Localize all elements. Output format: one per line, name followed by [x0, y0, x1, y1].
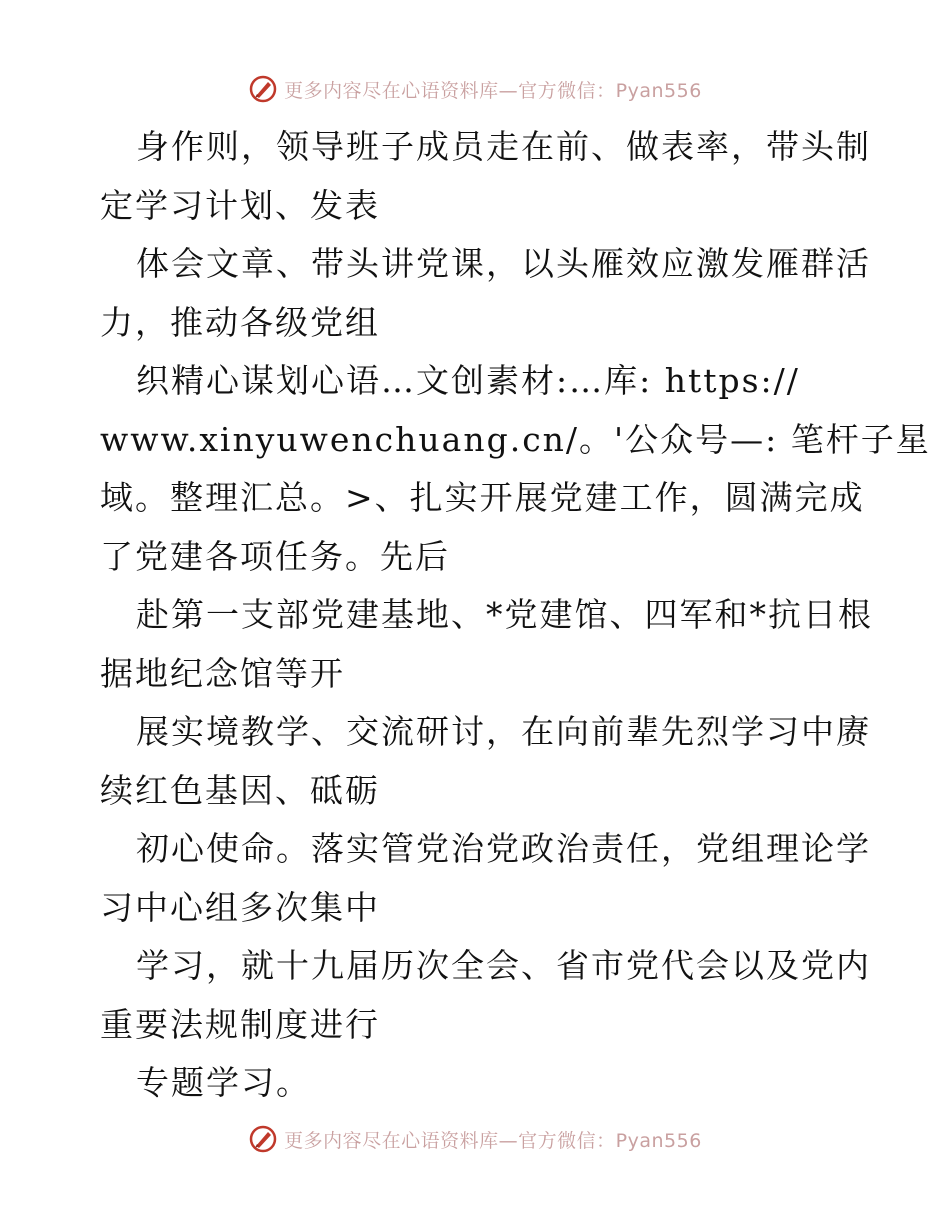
pen-logo-icon	[248, 1124, 278, 1154]
text-line: 赴第一支部党建基地、*党建馆、四军和*抗日根	[136, 595, 873, 634]
text-line: 据地纪念馆等开	[100, 653, 345, 693]
text-line: 专题学习。	[136, 1063, 311, 1102]
pen-logo-icon	[248, 74, 278, 104]
text-line: 身作则，领导班子成员走在前、做表率，带头制	[136, 127, 871, 166]
footer-banner	[0, 1122, 950, 1156]
text-line: www.xinyuwenchuang.cn/。'公众号—: 笔杆子星	[100, 419, 931, 459]
text-line: 定学习计划、发表	[100, 185, 380, 225]
text-line: 域。整理汇总。>、扎实开展党建工作，圆满完成	[100, 478, 865, 517]
text-line: 了党建各项任务。先后	[100, 536, 450, 576]
footer-banner-text: 更多内容尽在心语资料库—官方微信：Pyan556	[284, 1129, 702, 1152]
text-line: 初心使命。落实管党治党政治责任，党组理论学	[136, 829, 871, 868]
text-line: 体会文章、带头讲党课，以头雁效应激发雁群活	[136, 244, 871, 283]
document-body	[100, 118, 931, 1113]
header-banner	[0, 72, 950, 106]
text-line: 展实境教学、交流研讨，在向前辈先烈学习中赓	[136, 712, 871, 751]
text-line: 续红色基因、砥砺	[100, 770, 380, 810]
text-line: 织精心谋划心语…文创素材:…库: https://	[136, 361, 800, 400]
header-banner-text: 更多内容尽在心语资料库—官方微信：Pyan556	[284, 79, 702, 102]
text-line: 习中心组多次集中	[100, 887, 380, 927]
text-line: 力，推动各级党组	[100, 302, 380, 342]
text-line: 重要法规制度进行	[100, 1004, 380, 1044]
text-line: 学习，就十九届历次全会、省市党代会以及党内	[136, 946, 871, 985]
